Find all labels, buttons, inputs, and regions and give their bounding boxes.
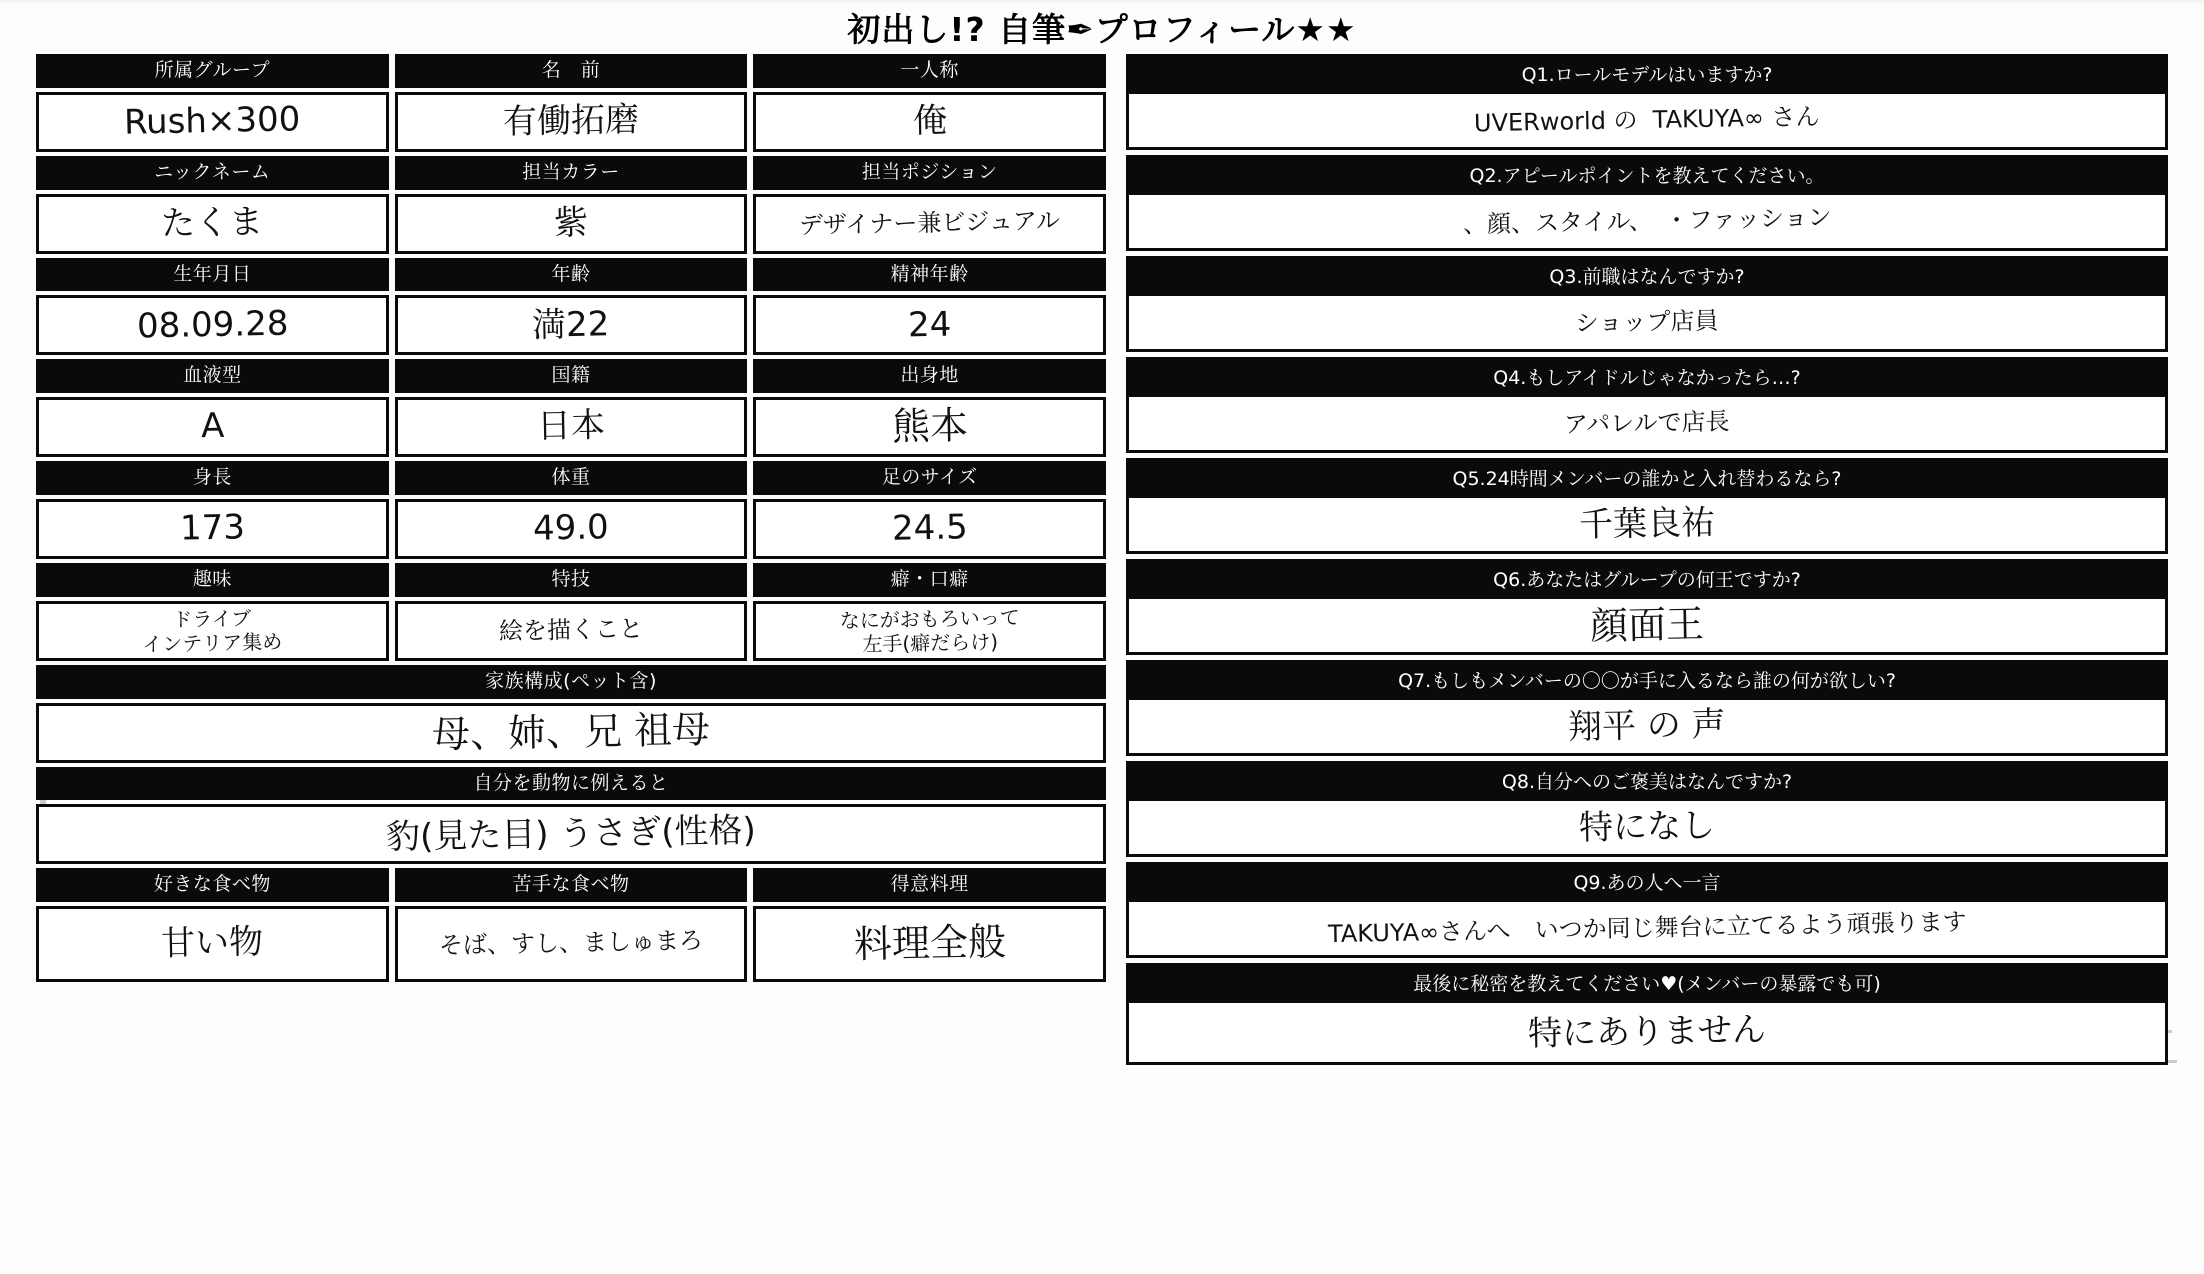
table-header-row: [36, 563, 1106, 597]
right-qa-table: [1126, 54, 2168, 1070]
question-label-secret: 最後に秘密を教えてください♥(メンバーの暴露でも可): [1126, 963, 2168, 1003]
value-age: 満22: [395, 295, 748, 355]
label-hometown: 出身地: [753, 359, 1106, 393]
label-family: 家族構成(ペット含): [36, 665, 1106, 699]
table-header-row: [36, 258, 1106, 292]
value-weight: 49.0: [395, 499, 748, 559]
table-row: [36, 601, 1106, 661]
table-row: [36, 194, 1106, 254]
value-mental-age: 24: [753, 295, 1106, 355]
label-bad-food: 苦手な食べ物: [395, 868, 748, 902]
table-header-row: [36, 767, 1106, 801]
label-age: 年齢: [395, 258, 748, 292]
answer-1: UVERworld の TAKUYA∞ さん: [1126, 94, 2168, 150]
label-height: 身長: [36, 461, 389, 495]
question-label-7: Q7.もしもメンバーの〇〇が手に入るなら誰の何が欲しい?: [1126, 660, 2168, 700]
value-hobby: ドライブ インテリア集め: [36, 601, 389, 661]
label-hobby: 趣味: [36, 563, 389, 597]
table-row: [36, 804, 1106, 864]
label-foot-size: 足のサイズ: [753, 461, 1106, 495]
label-nickname: ニックネーム: [36, 156, 389, 190]
value-fav-food: 甘い物: [36, 906, 389, 982]
label-fav-food: 好きな食べ物: [36, 868, 389, 902]
value-color: 紫: [395, 194, 748, 254]
question-label-9: Q9.あの人へ一言: [1126, 862, 2168, 902]
question-label-1: Q1.ロールモデルはいますか?: [1126, 54, 2168, 94]
question-label-4: Q4.もしアイドルじゃなかったら…?: [1126, 357, 2168, 397]
label-name: 名 前: [395, 54, 748, 88]
question-label-6: Q6.あなたはグループの何王ですか?: [1126, 559, 2168, 599]
table-header-row: [36, 665, 1106, 699]
qa-block: [1126, 660, 2168, 756]
value-first-person: 俺: [753, 92, 1106, 152]
table-row: [36, 295, 1106, 355]
label-first-person: 一人称: [753, 54, 1106, 88]
table-header-row: [36, 461, 1106, 495]
left-profile-table: [36, 54, 1106, 986]
answer-5: 千葉良祐: [1126, 498, 2168, 554]
qa-block: [1126, 458, 2168, 554]
value-special-skill: 絵を描くこと: [395, 601, 748, 661]
qa-block: [1126, 761, 2168, 857]
value-blood-type: A: [36, 397, 389, 457]
label-nationality: 国籍: [395, 359, 748, 393]
value-height: 173: [36, 499, 389, 559]
label-group: 所属グループ: [36, 54, 389, 88]
scan-speck: [2168, 1060, 2177, 1063]
table-header-row: [36, 359, 1106, 393]
qa-block: [1126, 155, 2168, 251]
label-position: 担当ポジション: [753, 156, 1106, 190]
question-label-8: Q8.自分へのご褒美はなんですか?: [1126, 761, 2168, 801]
value-birthday: 08.09.28: [36, 295, 389, 355]
label-weight: 体重: [395, 461, 748, 495]
value-best-dish: 料理全般: [753, 906, 1106, 982]
table-header-row: [36, 156, 1106, 190]
value-group: Rush×300: [36, 92, 389, 152]
value-name: 有働拓磨: [395, 92, 748, 152]
question-label-2: Q2.アピールポイントを教えてください。: [1126, 155, 2168, 195]
qa-block: [1126, 862, 2168, 958]
answer-4: アパレルで店長: [1126, 397, 2168, 453]
page-title: 初出し!? 自筆✒プロフィール★★: [847, 10, 1357, 49]
label-blood-type: 血液型: [36, 359, 389, 393]
answer-2: 、顔、スタイル、 ・ファッション: [1126, 195, 2168, 251]
value-foot-size: 24.5: [753, 499, 1106, 559]
scan-artifact: [0, 0, 2204, 3]
question-label-3: Q3.前職はなんですか?: [1126, 256, 2168, 296]
answer-6: 顔面王: [1126, 599, 2168, 655]
label-mental-age: 精神年齢: [753, 258, 1106, 292]
qa-block: [1126, 256, 2168, 352]
label-best-dish: 得意料理: [753, 868, 1106, 902]
value-hometown: 熊本: [753, 397, 1106, 457]
value-animal: 豹(見た目) うさぎ(性格): [36, 804, 1106, 864]
table-row: [36, 92, 1106, 152]
table-header-row: [36, 54, 1106, 88]
value-position: デザイナー兼ビジュアル: [753, 194, 1106, 254]
label-animal: 自分を動物に例えると: [36, 767, 1106, 801]
qa-block: [1126, 357, 2168, 453]
answer-7: 翔平 の 声: [1126, 700, 2168, 756]
table-row: [36, 906, 1106, 982]
qa-block: [1126, 963, 2168, 1065]
answer-secret: 特にありません: [1126, 1003, 2168, 1065]
table-row: [36, 499, 1106, 559]
value-family: 母、姉、兄 祖母: [36, 703, 1106, 763]
answer-3: ショップ店員: [1126, 296, 2168, 352]
answer-9: TAKUYA∞さんへ いつか同じ舞台に立てるよう頑張ります: [1126, 902, 2168, 958]
answer-8: 特になし: [1126, 801, 2168, 857]
label-special-skill: 特技: [395, 563, 748, 597]
question-label-5: Q5.24時間メンバーの誰かと入れ替わるなら?: [1126, 458, 2168, 498]
value-nationality: 日本: [395, 397, 748, 457]
value-bad-food: そば、すし、ましゅまろ: [395, 906, 748, 982]
value-habit: なにがおもろいって 左手(癖だらけ): [753, 601, 1106, 661]
label-habit: 癖・口癖: [753, 563, 1106, 597]
label-color: 担当カラー: [395, 156, 748, 190]
label-birthday: 生年月日: [36, 258, 389, 292]
table-row: [36, 703, 1106, 763]
table-header-row: [36, 868, 1106, 902]
qa-block: [1126, 54, 2168, 150]
qa-block: [1126, 559, 2168, 655]
value-nickname: たくま: [36, 194, 389, 254]
table-row: [36, 397, 1106, 457]
